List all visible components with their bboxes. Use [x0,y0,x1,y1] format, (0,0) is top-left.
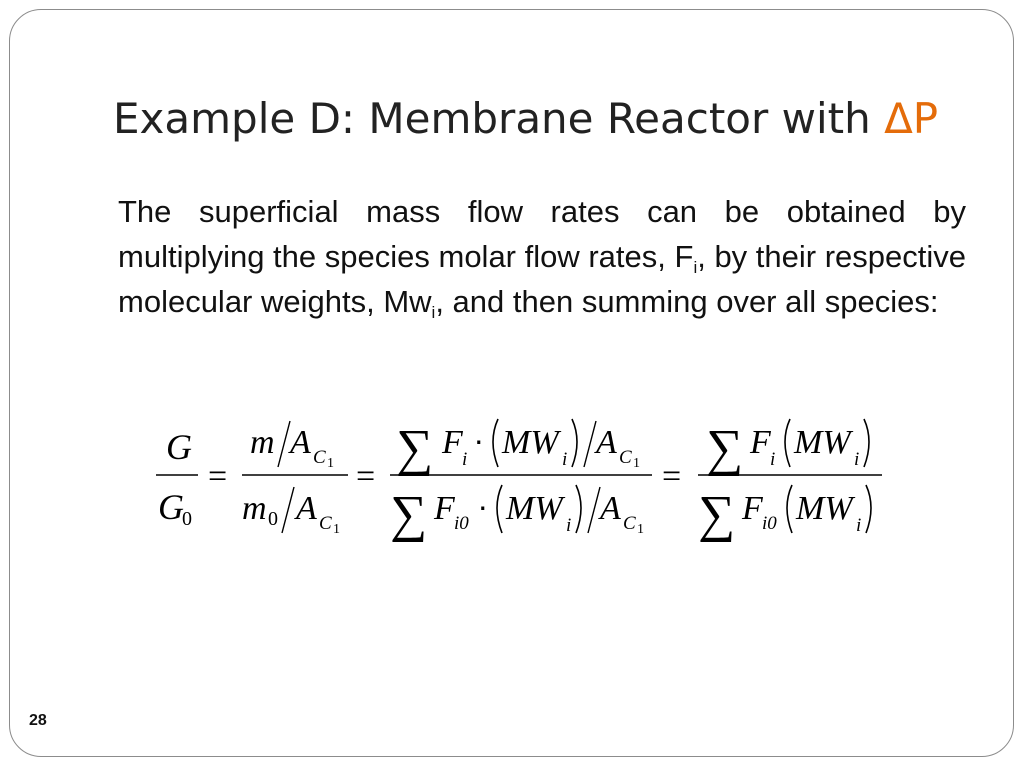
slide-title [113,94,938,143]
eq-equals-2: = [356,458,376,495]
eq-m0-sub: 0 [268,508,278,530]
title-delta-p: ΔP [884,94,939,143]
eq-paren-open-2 [497,485,502,533]
subscript-i-2: i [431,303,436,322]
eq-A-3: A [596,424,617,461]
para-part-3: , and then summing over all species: [435,284,939,319]
eq-F-1: F [442,424,463,461]
eq-paren-close-3 [864,419,869,467]
eq-Fi-sub-1: i [462,449,468,470]
eq-m0: m [242,490,267,527]
eq-m: m [250,424,275,461]
eq-1-4: 1 [637,522,644,537]
page-number: 28 [29,712,47,729]
eq-paren-close-1 [572,419,577,467]
eq-Fi0-sub-1: i0 [454,513,469,534]
eq-paren-close-2 [576,485,581,533]
eq-MW-sub-1: i [562,449,568,470]
eq-1-3: 1 [633,456,640,471]
eq-equals-3: = [662,458,682,495]
eq-paren-open-3 [785,419,790,467]
eq-G0: G [158,487,184,527]
eq-1-1: 1 [327,456,334,471]
eq-G: G [166,427,192,467]
eq-cdot-1: ⋅ [474,427,484,460]
para-part-2: , by their respective molecular weights, Mw [118,239,967,319]
title-main: Example D: Membrane Reactor with [113,94,885,143]
eq-paren-open-1 [493,419,498,467]
eq-equals-1: = [208,458,228,495]
eq-sum-4: ∑ [698,486,736,543]
eq-paren-close-4 [866,485,871,533]
eq-A-4: A [600,490,621,527]
para-part-1: The superficial mass flow rates can be obtained by multiplying the species molar flow rates, F [118,194,966,274]
eq-sum-3: ∑ [706,420,744,477]
eq-F-4: F [742,490,763,527]
eq-sum-1: ∑ [396,420,434,477]
eq-Fi-sub-2: i [770,449,776,470]
eq-C-4: C [623,513,636,534]
eq-MW-sub-2: i [566,515,572,536]
eq-A-1: A [290,424,311,461]
eq-MW-sub-3: i [854,449,860,470]
eq-C-2: C [319,513,332,534]
eq-paren-open-4 [787,485,792,533]
eq-cdot-2: ⋅ [478,493,488,526]
eq-slash-2 [282,487,294,533]
eq-MW-4: MW [796,490,853,527]
eq-sum-2: ∑ [390,486,428,543]
eq-C-1: C [313,447,326,468]
eq-MW-sub-4: i [856,515,862,536]
eq-slash-4 [588,487,600,533]
eq-A-2: A [296,490,317,527]
eq-C-3: C [619,447,632,468]
mass-flow-equation [150,405,890,545]
eq-slash-1 [278,421,290,467]
eq-G0-sub: 0 [182,508,192,530]
eq-slash-3 [584,421,596,467]
subscript-i-1: i [693,258,698,277]
eq-MW-1: MW [502,424,559,461]
eq-MW-3: MW [794,424,851,461]
eq-F-3: F [750,424,771,461]
eq-Fi0-sub-2: i0 [762,513,777,534]
eq-MW-2: MW [506,490,563,527]
eq-1-2: 1 [333,522,340,537]
eq-F-2: F [434,490,455,527]
body-paragraph [118,189,966,324]
